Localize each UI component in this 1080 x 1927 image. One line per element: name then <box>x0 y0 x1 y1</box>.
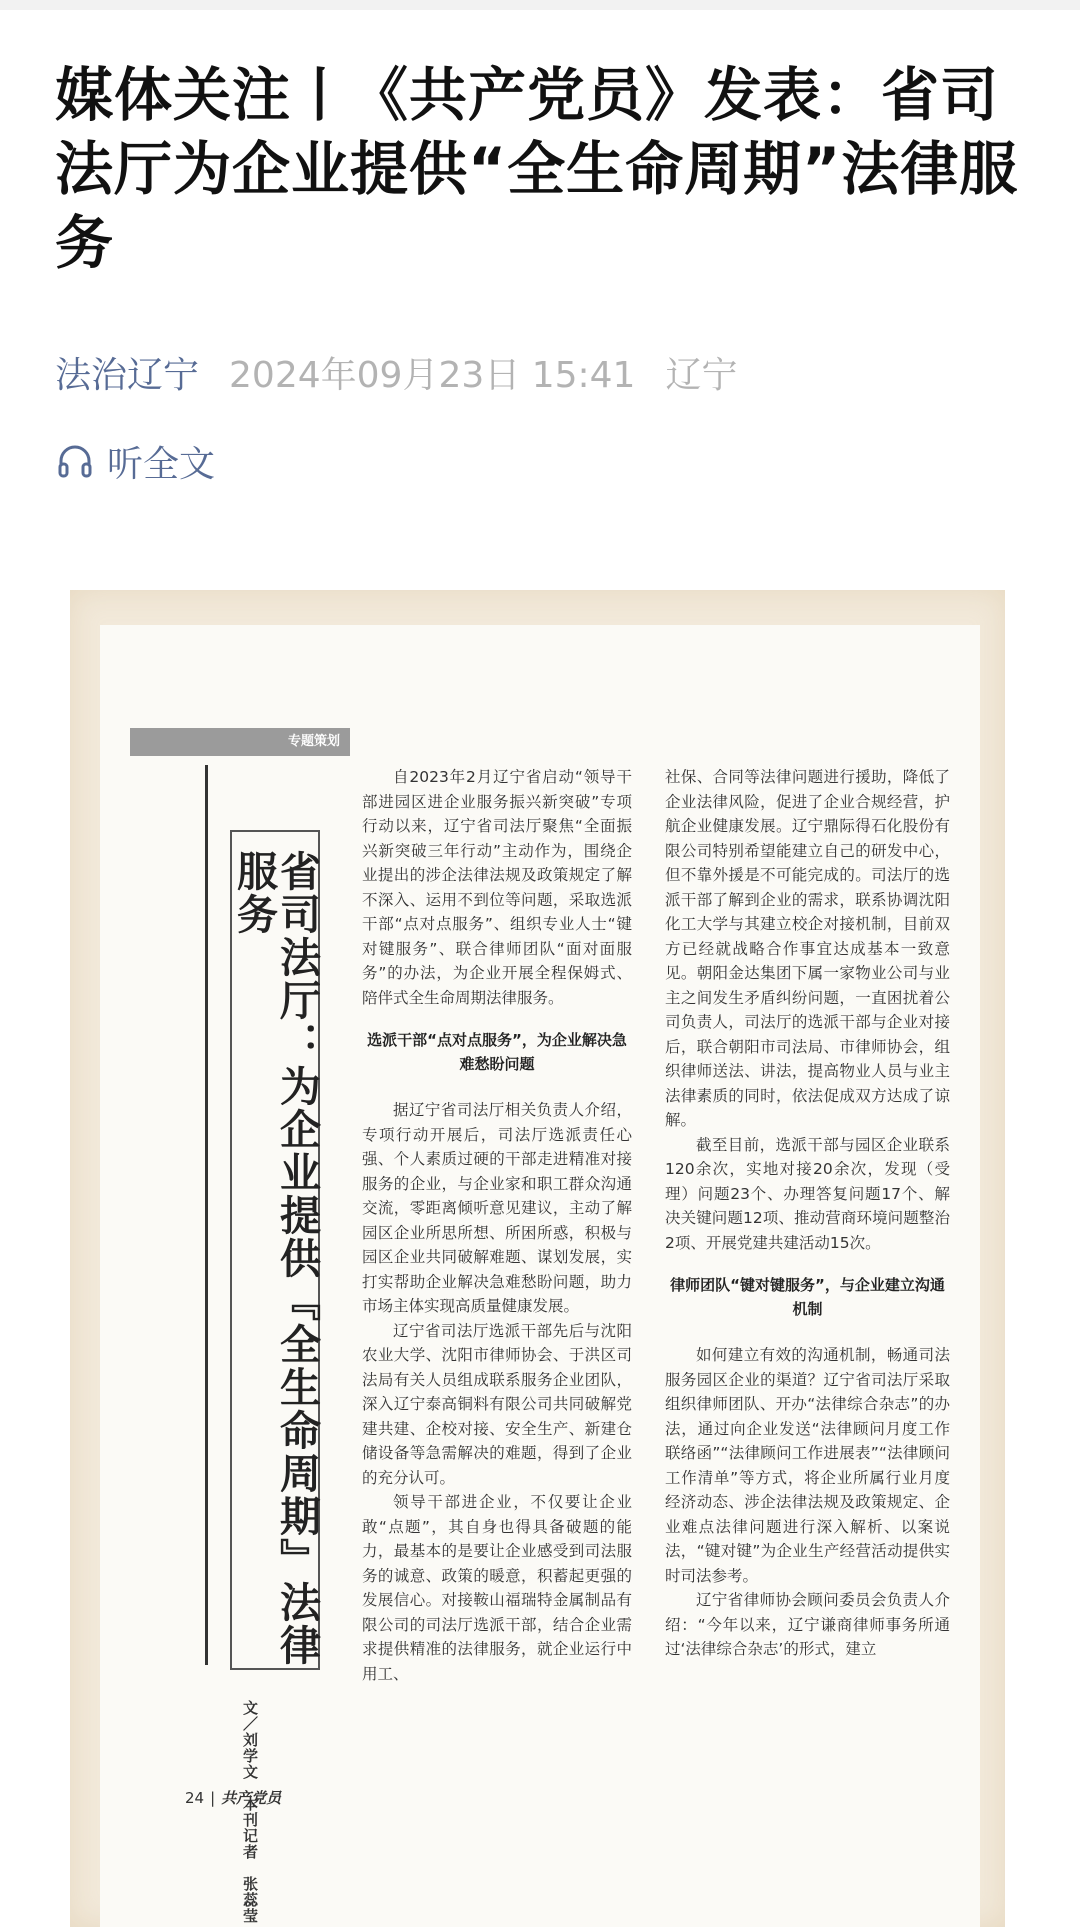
magazine-paper <box>100 625 980 1927</box>
page-number: 24 <box>185 1789 205 1807</box>
text-column-left <box>362 765 632 1725</box>
section-tag: 专题策划 <box>130 728 350 756</box>
paragraph: 据辽宁省司法厅相关负责人介绍，专项行动开展后，司法厅选派责任心强、个人素质过硬的干部走进精准对接服务的企业，与企业家和职工群众沟通交流，零距离倾听意见建议，主动了解园区企业所思所想、所困所惑，积极与园区企业共同破解难题、谋划发展，实打实帮助企业解决急难愁盼问题，助力市场主体实现高质量健康发展。 <box>362 1101 632 1315</box>
status-strip <box>0 0 1080 10</box>
headphones-icon <box>55 441 95 481</box>
listen-label: 听全文 <box>107 443 216 485</box>
vertical-title-box <box>230 830 320 1670</box>
publish-date: 2024年09月23日 15:41 <box>229 355 636 396</box>
subheading: 选派干部“点对点服务”，为企业解决急难愁盼问题 <box>367 1031 627 1073</box>
byline: 文／刘学文 本刊记者 张蕊莹 <box>241 1700 259 1924</box>
subheading: 律师团队“键对键服务”，与企业建立沟通机制 <box>670 1276 945 1318</box>
vertical-title: 省司法厅：为企业提供『全生命周期』法律服务 <box>230 850 322 1667</box>
paragraph: 如何建立有效的沟通机制，畅通司法服务园区企业的渠道？辽宁省司法厅采取组织律师团队、开办“法律综合杂志”的办法，通过向企业发送“法律顾问月度工作联络函”“法律顾问工作进展表”“法律顾问工作清单”等方式，将企业所属行业月度经济动态、涉企法律法规及政策规定、企业难点法律问题进行深入解析、以案说法，“键对键”为企业生产经营活动提供实时司法参考。 <box>665 1346 950 1585</box>
article-source-link[interactable]: 法治辽宁 <box>55 355 200 396</box>
article-title: 媒体关注丨《共产党员》发表：省司法厅为企业提供“全生命周期”法律服务 <box>55 61 1019 277</box>
article-meta <box>55 348 737 404</box>
text-column-right <box>665 765 950 1725</box>
footer-divider: | <box>210 1789 216 1807</box>
paragraph: 辽宁省司法厅选派干部先后与沈阳农业大学、沈阳市律师协会、于洪区司法局有关人员组成联系服务企业团队，深入辽宁泰高铜料有限公司共同破解党建共建、企校对接、安全生产、新建仓储设备等急需解决的难题，得到了企业的充分认可。 <box>362 1321 632 1487</box>
listen-full-text-button[interactable] <box>55 433 215 489</box>
magazine-logo: 共产党员 <box>221 1789 282 1807</box>
magazine-page-image <box>70 590 1005 1927</box>
title-rule <box>205 765 208 1665</box>
paragraph: 社保、合同等法律问题进行援助，降低了企业法律风险，促进了企业合规经营，护航企业健康发展。辽宁鼎际得石化股份有限公司特别希望能建立自己的研发中心，但不靠外援是不可能完成的。司法厅的选派干部了解到企业的需求，联系协调沈阳化工大学与其建立校企对接机制，目前双方已经就战略合作事宜达成基本一致意见。朝阳金达集团下属一家物业公司与业主之间发生矛盾纠纷问题，一直困扰着公司负责人，司法厅的选派干部与企业对接后，联合朝阳市司法局、市律师协会，组织律师送法、讲法，提高物业人员与业主法律素质的同时，依法促成双方达成了谅解。 <box>665 768 950 1129</box>
page-footer <box>185 1787 281 1808</box>
publish-region: 辽宁 <box>665 355 738 396</box>
paragraph: 自2023年2月辽宁省启动“领导干部进园区进企业服务振兴新突破”专项行动以来，辽宁省司法厅聚焦“全面振兴新突破三年行动”主动作为，围绕企业提出的涉企法律法规及政策规定了解不深入、运用不到位等问题，采取选派干部“点对点服务”、组织专业人士“键对键服务”、联合律师团队“面对面服务”的办法，为企业开展全程保姆式、陪伴式全生命周期法律服务。 <box>362 768 632 1007</box>
paragraph: 截至目前，选派干部与园区企业联系120余次，实地对接20余次，发现（受理）问题23个、办理答复问题17个、解决关键问题12项、推动营商环境问题整治2项、开展党建共建活动15次。 <box>665 1135 950 1252</box>
paragraph: 领导干部进企业，不仅要让企业敢“点题”，其自身也得具备破题的能力，最基本的是要让企业感受到司法服务的诚意、政策的暖意，积蓄起更强的发展信心。对接鞍山福瑞特金属制品有限公司的司法厅选派干部，结合企业需求提供精准的法律服务，就企业运行中用工、 <box>362 1493 632 1683</box>
paragraph: 辽宁省律师协会顾问委员会负责人介绍：“今年以来，辽宁谦商律师事务所通过‘法律综合杂志’的形式，建立 <box>665 1591 950 1658</box>
